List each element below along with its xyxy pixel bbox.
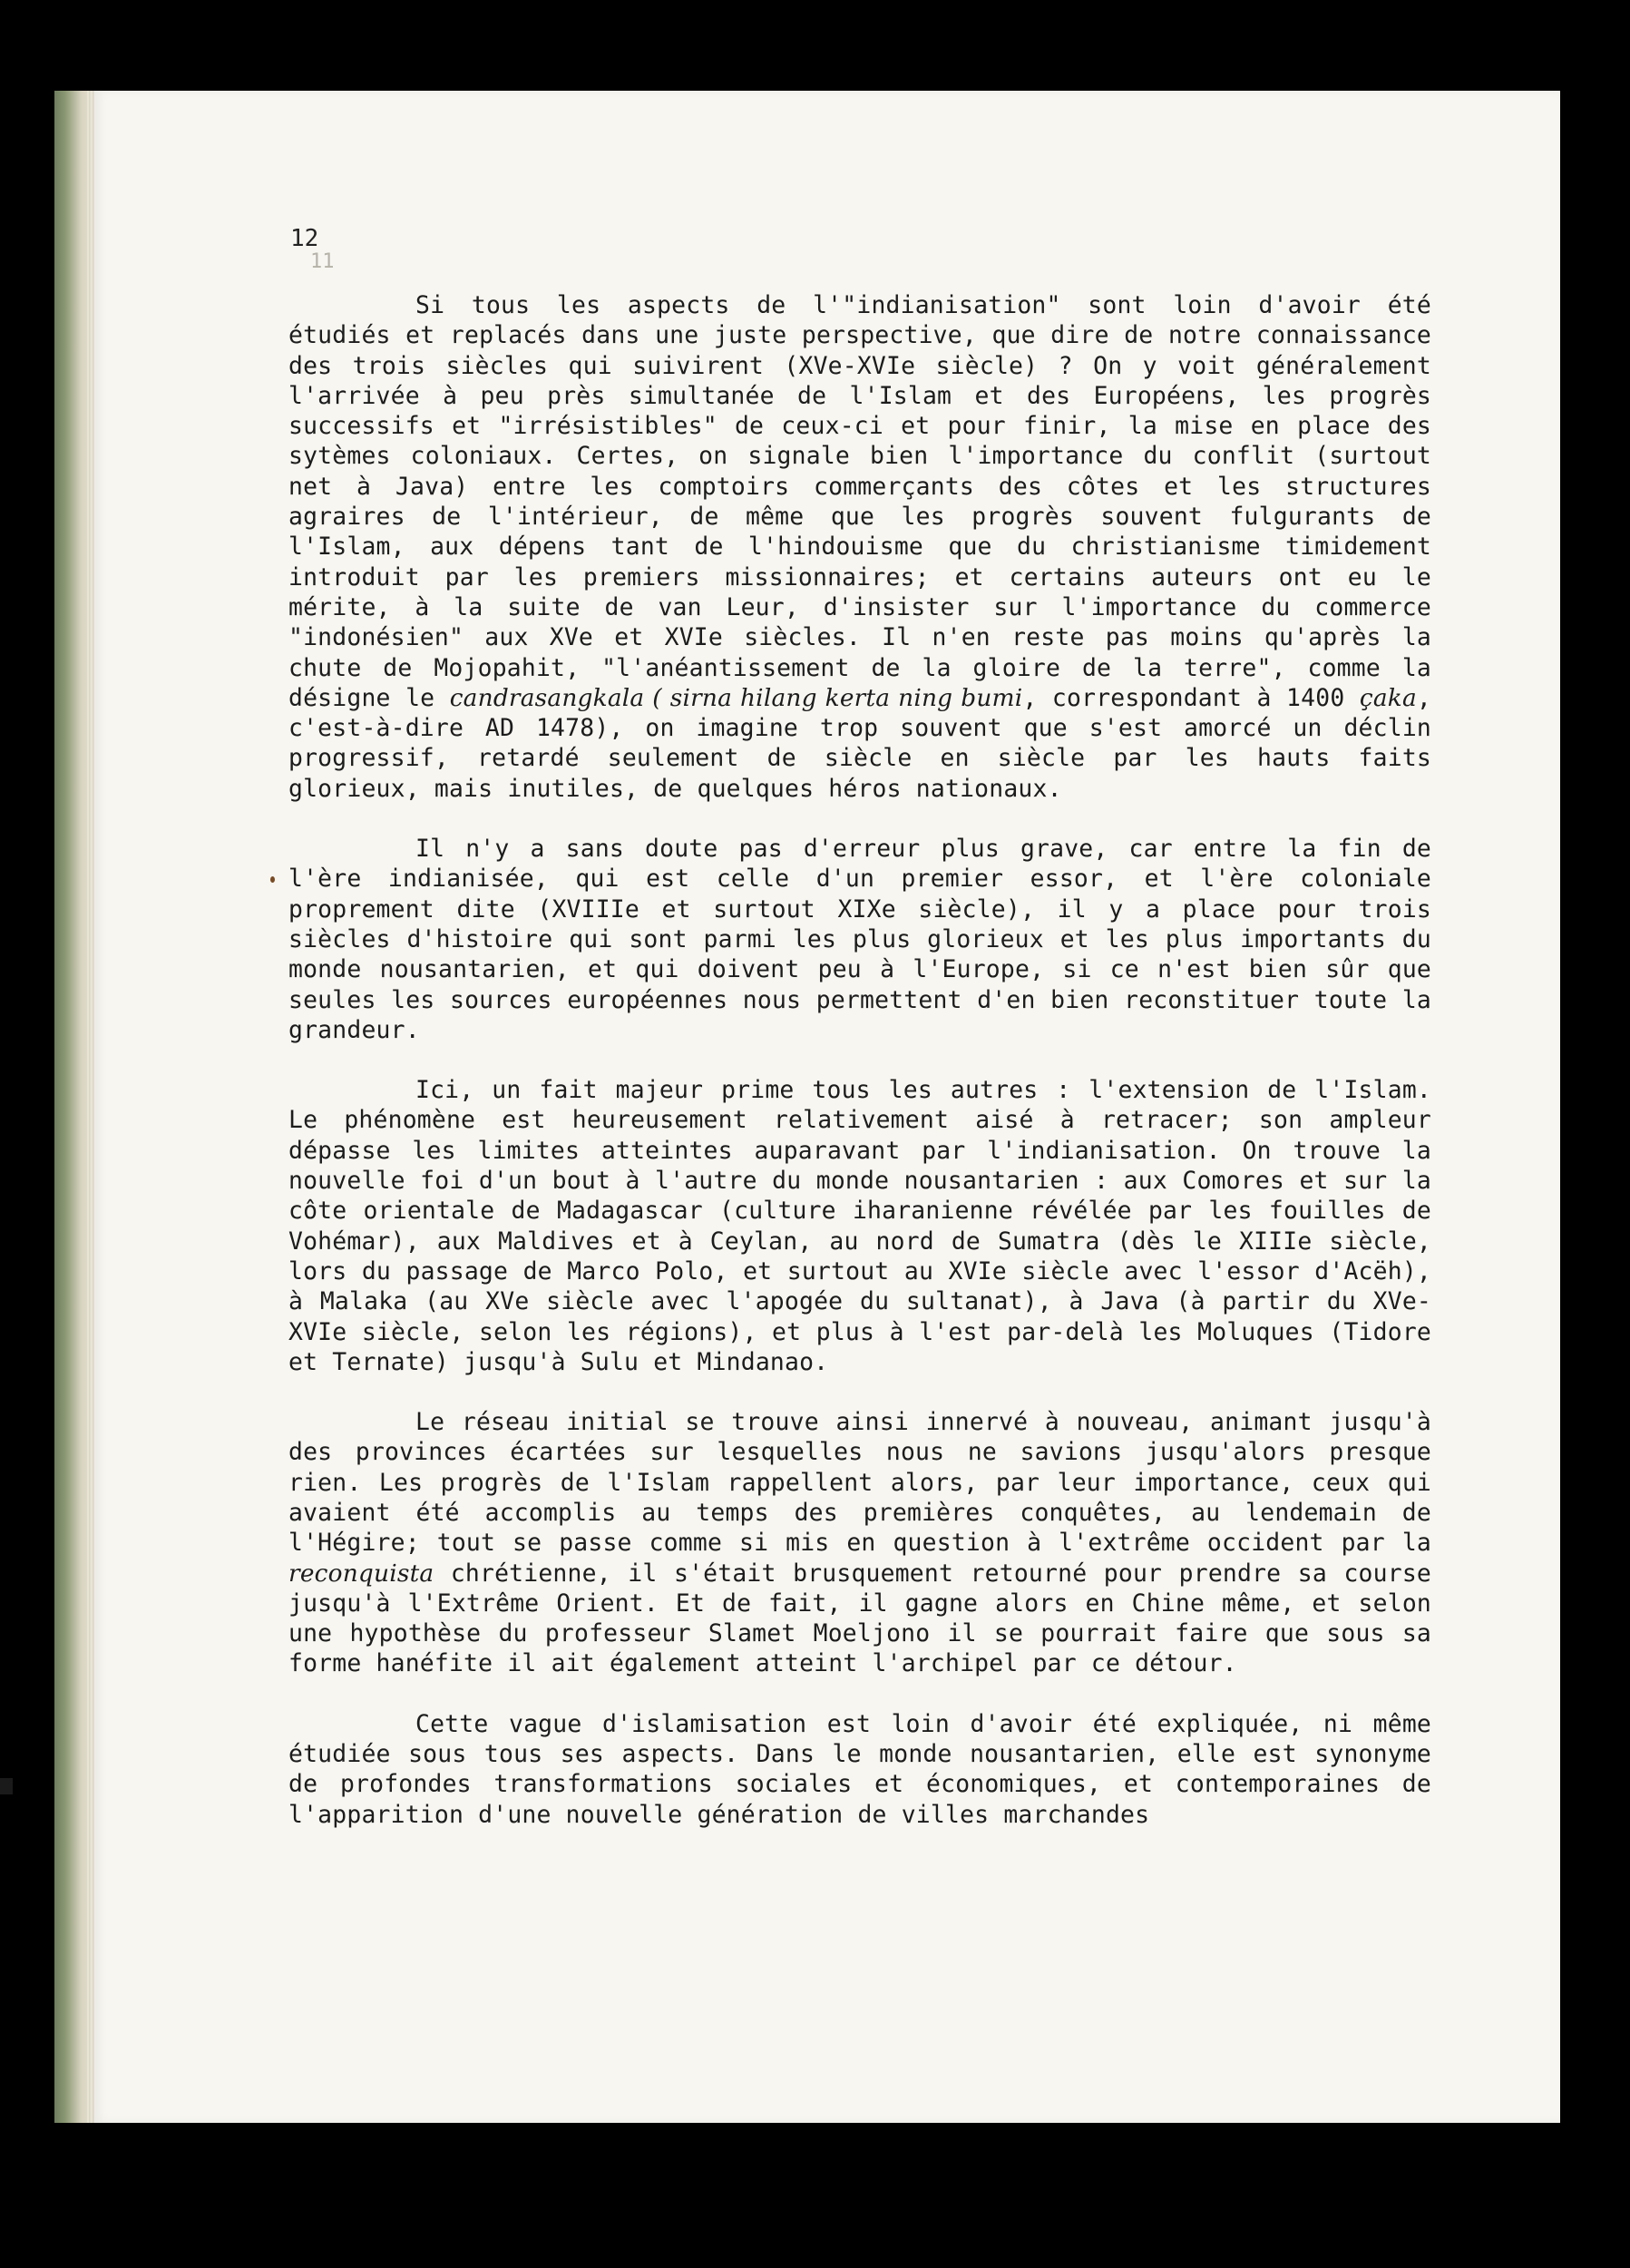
paragraph-4: [288, 1407, 1431, 1679]
paragraph-segment: , correspondant à 1400: [1022, 683, 1360, 712]
paragraph-segment: Ici, un fait majeur prime tous les autres : l'extension de l'Islam. Le phénomène est heureusement relativement aisé à retracer; son ampleur dépasse les limites atteintes auparavant par l'indianisation. On trouve la nouvelle foi d'un bout à l'autre du monde nousantarien : aux Comores et sur la côte orientale de Madagascar (culture iharanienne révélée par les fouilles de Vohémar), aux Maldives et à Ceylan, au nord de Sumatra (dès le XIIIe siècle, lors du passage de Marco Polo, et surtout au XVIe siècle avec l'essor d'Acëh), à Malaka (au XVe siècle avec l'apogée du sultanat), à Java (à partir du XVe-XVIe siècle, selon les régions), et plus à l'est par-delà les Moluques (Tidore et Ternate) jusqu'à Sulu et Mindanao.: [288, 1076, 1431, 1376]
paragraph-2: [288, 834, 1431, 1045]
paragraph-segment: Il n'y a sans doute pas d'erreur plus grave, car entre la fin de l'ère indianisée, qui est celle d'un premier essor, et l'ère coloniale proprement dite (XVIIIe et surtout XIXe siècle), il y a place pour trois siècles d'histoire qui sont parmi les plus glorieux et les plus importants du monde nousantarien, et qui doivent peu à l'Europe, si ce n'est bien sûr que seules les sources européennes nous permettent d'en bien reconstituer toute la grandeur.: [288, 835, 1431, 1044]
paragraph-segment: Si tous les aspects de l'"indianisation" sont loin d'avoir été étudiés et replacés dans une juste perspective, que dire de notre connaissance des trois siècles qui suivirent (XVe-XVIe siècle) ? On y voit généralement l'arrivée à peu près simultanée de l'Islam et des Européens, les progrès successifs et "irrésistibles" de ceux-ci et pour finir, la mise en place des sytèmes coloniaux. Certes, on signale bien l'importance du conflit (surtout net à Java) entre les comptoirs commerçants des côtes et les structures agraires de l'intérieur, de même que les progrès souvent fulgurants de l'Islam, aux dépens tant de l'hindouisme que du christianisme timidement introduit par les premiers missionnaires; et certains auteurs ont eu le mérite, à la suite de van Leur, d'insister sur l'importance du commerce "indonésien" aux XVe et XVIe siècles. Il n'en reste pas moins qu'après la chute de Mojopahit, "l'anéantissement de la gloire de la terre", comme la désigne le: [288, 291, 1431, 712]
italic-term: candrasangkala ( sirna hilang kerta ning bumi: [449, 683, 1023, 712]
paragraph-segment: , c'est-à-dire AD 1478), on imagine trop souvent que s'est amorcé un déclin progressif, retardé seulement de siècle en siècle par les hauts faits glorieux, mais inutiles, de quelques héros nationaux.: [288, 683, 1431, 803]
italic-term: reconquista: [288, 1559, 434, 1588]
italic-term: çaka: [1359, 683, 1417, 712]
ink-spot: [270, 876, 275, 883]
paragraph-segment: Cette vague d'islamisation est loin d'avoir été expliquée, ni même étudiée sous tous ses aspects. Dans le monde nousantarien, elle est synonyme de profondes transformations sociales et économiques, et contemporaines de l'apparition d'une nouvelle génération de villes marchandes: [288, 1709, 1431, 1829]
paragraph-1: [288, 290, 1431, 804]
scan-edge-marker: [0, 1778, 13, 1794]
paragraph-5: [288, 1709, 1431, 1830]
paragraph-3: [288, 1075, 1431, 1377]
paragraph-segment: chrétienne, il s'était brusquement retourné pour prendre sa course jusqu'à l'Extrême Orient. Et de fait, il gagne alors en Chine même, et selon une hypothèse du professeur Slamet Moeljono il se pourrait faire que sous sa forme hanéfite il ait également atteint l'archipel par ce détour.: [288, 1559, 1431, 1678]
faint-page-marker: 11: [310, 250, 335, 273]
paragraph-segment: Le réseau initial se trouve ainsi innervé à nouveau, animant jusqu'à des provinces écartées sur lesquelles nous ne savions jusqu'alors presque rien. Les progrès de l'Islam rappellent alors, par leur importance, ceux qui avaient été accomplis au temps des premières conquêtes, au lendemain de l'Hégire; tout se passe comme si mis en question à l'extrême occident par la: [288, 1408, 1431, 1558]
body-text: [288, 218, 1431, 1830]
page-number: 12: [290, 225, 319, 252]
